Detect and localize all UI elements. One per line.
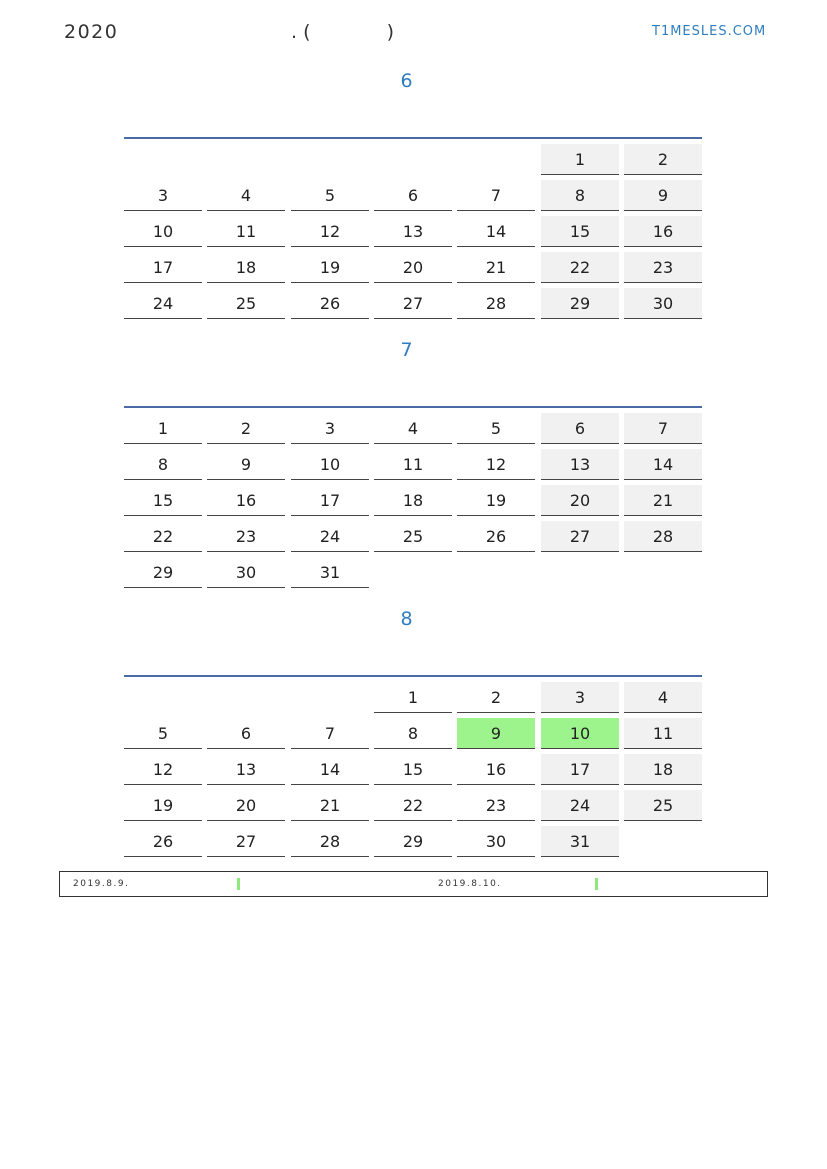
day-cell: 3 <box>541 682 619 713</box>
header-year: 2020 <box>64 21 119 43</box>
day-cell: 9 <box>457 718 535 749</box>
day-cell: 10 <box>541 718 619 749</box>
legend-marker-2 <box>595 878 598 890</box>
day-cell: 23 <box>207 521 285 552</box>
day-cell: 31 <box>541 826 619 857</box>
day-cell: 12 <box>291 216 369 247</box>
day-cell: 2 <box>207 413 285 444</box>
day-cell: 8 <box>541 180 619 211</box>
day-cell: 18 <box>624 754 702 785</box>
day-cell: 17 <box>291 485 369 516</box>
day-cell: 3 <box>291 413 369 444</box>
day-cell: 30 <box>457 826 535 857</box>
day-cell: 19 <box>291 252 369 283</box>
legend-item-1: 2019.8.9. <box>73 879 130 889</box>
day-cell: 16 <box>624 216 702 247</box>
day-cell: 7 <box>457 180 535 211</box>
day-cell: 9 <box>207 449 285 480</box>
day-cell: 12 <box>124 754 202 785</box>
day-cell: 20 <box>541 485 619 516</box>
day-cell: 24 <box>124 288 202 319</box>
day-cell: 26 <box>457 521 535 552</box>
month-rule <box>124 137 702 139</box>
day-cell: 15 <box>374 754 452 785</box>
day-cell: 25 <box>624 790 702 821</box>
month-title: 7 <box>400 339 413 361</box>
month-title: 6 <box>400 70 413 92</box>
day-cell: 29 <box>541 288 619 319</box>
day-cell: 13 <box>207 754 285 785</box>
day-cell: 18 <box>207 252 285 283</box>
day-cell: 4 <box>207 180 285 211</box>
day-cell: 8 <box>374 718 452 749</box>
day-cell: 7 <box>624 413 702 444</box>
header-title <box>291 21 394 43</box>
month-rule <box>124 675 702 677</box>
day-cell: 6 <box>207 718 285 749</box>
day-cell: 22 <box>374 790 452 821</box>
day-cell: 24 <box>541 790 619 821</box>
day-cell: 1 <box>374 682 452 713</box>
day-cell: 21 <box>624 485 702 516</box>
legend-marker-1 <box>237 878 240 890</box>
day-cell: 25 <box>207 288 285 319</box>
day-cell: 26 <box>124 826 202 857</box>
day-cell: 16 <box>457 754 535 785</box>
day-cell: 8 <box>124 449 202 480</box>
day-cell: 30 <box>624 288 702 319</box>
day-cell: 19 <box>457 485 535 516</box>
day-cell: 16 <box>207 485 285 516</box>
day-cell: 5 <box>457 413 535 444</box>
day-cell: 14 <box>457 216 535 247</box>
day-cell: 24 <box>291 521 369 552</box>
day-cell: 9 <box>624 180 702 211</box>
day-cell: 19 <box>124 790 202 821</box>
day-cell: 11 <box>624 718 702 749</box>
header-open-paren: ( <box>303 21 311 43</box>
day-cell: 17 <box>124 252 202 283</box>
day-cell: 3 <box>124 180 202 211</box>
day-cell: 26 <box>291 288 369 319</box>
day-cell: 15 <box>541 216 619 247</box>
day-cell: 4 <box>374 413 452 444</box>
day-cell: 11 <box>374 449 452 480</box>
month-rule <box>124 406 702 408</box>
day-cell: 31 <box>291 557 369 588</box>
day-cell: 30 <box>207 557 285 588</box>
header-close-paren: ) <box>386 21 394 43</box>
day-cell: 5 <box>291 180 369 211</box>
legend-box <box>59 871 768 897</box>
day-cell: 14 <box>291 754 369 785</box>
day-cell: 27 <box>374 288 452 319</box>
month-title: 8 <box>400 608 413 630</box>
day-cell: 13 <box>374 216 452 247</box>
day-cell: 2 <box>457 682 535 713</box>
day-cell: 7 <box>291 718 369 749</box>
day-cell: 4 <box>624 682 702 713</box>
day-cell: 13 <box>541 449 619 480</box>
day-cell: 17 <box>541 754 619 785</box>
day-cell: 20 <box>374 252 452 283</box>
day-cell: 11 <box>207 216 285 247</box>
day-cell: 10 <box>291 449 369 480</box>
day-cell: 5 <box>124 718 202 749</box>
day-cell: 20 <box>207 790 285 821</box>
day-cell: 23 <box>624 252 702 283</box>
day-cell: 22 <box>541 252 619 283</box>
day-cell: 28 <box>457 288 535 319</box>
day-cell: 1 <box>124 413 202 444</box>
legend-item-2: 2019.8.10. <box>438 879 502 889</box>
header-dot: . <box>291 21 298 43</box>
day-cell: 27 <box>207 826 285 857</box>
day-cell: 28 <box>291 826 369 857</box>
day-cell: 21 <box>291 790 369 821</box>
day-cell: 2 <box>624 144 702 175</box>
day-cell: 28 <box>624 521 702 552</box>
day-cell: 12 <box>457 449 535 480</box>
day-cell: 1 <box>541 144 619 175</box>
day-cell: 6 <box>541 413 619 444</box>
day-cell: 21 <box>457 252 535 283</box>
day-cell: 27 <box>541 521 619 552</box>
site-link[interactable]: T1MESLES.COM <box>652 24 767 39</box>
day-cell: 25 <box>374 521 452 552</box>
day-cell: 29 <box>374 826 452 857</box>
day-cell: 15 <box>124 485 202 516</box>
day-cell: 29 <box>124 557 202 588</box>
day-cell: 23 <box>457 790 535 821</box>
day-cell: 18 <box>374 485 452 516</box>
day-cell: 6 <box>374 180 452 211</box>
day-cell: 22 <box>124 521 202 552</box>
day-cell: 10 <box>124 216 202 247</box>
day-cell: 14 <box>624 449 702 480</box>
